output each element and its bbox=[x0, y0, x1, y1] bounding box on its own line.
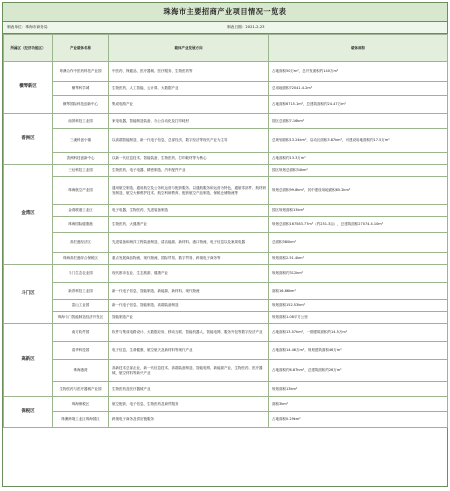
park-cell: 珠海港湾 bbox=[53, 360, 109, 382]
area-cell: 规划面积1.08平方公里 bbox=[269, 312, 448, 324]
park-cell: 金湾联港工业区 bbox=[53, 205, 109, 217]
table-row bbox=[4, 382, 448, 397]
park-cell: 三灶科技工业园 bbox=[53, 165, 109, 177]
industry-cell: 通用航空制造、通用航空及公务机运营与配套服务、以通航服务和运营为特色，通航零部件、航材研发制造、航空大修维护技术、航空科研教育、配套航空产品制造、保税仓储物流等 bbox=[109, 177, 269, 205]
area-cell: 占地面积13.57hm²，一期建筑面积约14.5万m² bbox=[269, 324, 448, 342]
park-cell: 南屏科技工业园 bbox=[53, 114, 109, 129]
industry-cell: 跨境电子商务及供应链服务 bbox=[109, 412, 269, 428]
table-row bbox=[4, 397, 448, 412]
table-row bbox=[4, 217, 448, 233]
area-cell: 园区总面积7.16km² bbox=[269, 114, 448, 129]
area-cell: 规划总面积99.8km²，其中建设用地面积65.2km² bbox=[269, 177, 448, 205]
industry-cell: 中医药、保健品、医疗器械、医疗服务、生物医药等 bbox=[109, 62, 269, 82]
area-cell: 占地面积50万m²，总开发面积约140万m² bbox=[269, 62, 448, 82]
header-industry: 载体产业发展方向 bbox=[109, 35, 269, 62]
industry-cell: 先进装备和海洋工程装备制造、清洁能源、新材料、港口物流、电子信息以及案周电器 bbox=[109, 233, 269, 253]
header-area: 载体面积 bbox=[269, 35, 448, 62]
park-cell: 横琴科学城 bbox=[53, 82, 109, 96]
area-cell: 占地面积约6.87hm²，总建筑面积约26万m² bbox=[269, 360, 448, 382]
area-cell: 总规划面积13.24km²，启动区面积3.87km²，可建设用地面积约17.5万m² bbox=[269, 129, 448, 153]
industry-cell: 电子电器、生物医药、先进装备制造 bbox=[109, 205, 269, 217]
meta-row bbox=[3, 22, 447, 34]
park-cell: 珠海国际健康港 bbox=[53, 217, 109, 233]
table-row bbox=[4, 129, 448, 153]
area-cell: 总面积380km² bbox=[269, 233, 448, 253]
industry-cell: 软件与集成电路设计、大数据应用、移动互联、智能机器人、智能电网、服务外包等数字经济产业 bbox=[109, 324, 269, 342]
table-row bbox=[4, 265, 448, 283]
industry-cell: 高新技术总部企业、新一代信息技术、高端装备制造、智能电网、新能源产业、生物医药、医疗器械、航空材料等新兴产业 bbox=[109, 360, 269, 382]
table-row bbox=[4, 62, 448, 82]
table-row bbox=[4, 205, 448, 217]
table-row bbox=[4, 360, 448, 382]
table-row bbox=[4, 283, 448, 300]
area-cell: 面积3km² bbox=[269, 397, 448, 412]
region-cell: 横琴新区 bbox=[4, 62, 53, 114]
industry-cell: 航空配套、电子信息、生物医药及商贸服务 bbox=[109, 397, 269, 412]
area-cell: 园区规划面积13km² bbox=[269, 205, 448, 217]
industry-cell: 生物医药及医疗器械产业 bbox=[109, 382, 269, 397]
industry-cell: 新一代电子信息、智能制造、高端装备制造 bbox=[109, 300, 269, 312]
park-cell: 珠澳跨境工业区珠海园区 bbox=[53, 412, 109, 428]
table-row bbox=[4, 253, 448, 265]
park-cell: 珠海斗门智能制造经济开发区 bbox=[53, 312, 109, 324]
table-row bbox=[4, 300, 448, 312]
industry-cell: 生物医药、电子电器、精密制造、汽车配件产业 bbox=[109, 165, 269, 177]
park-cell: 生物医药与医疗器械产业园 bbox=[53, 382, 109, 397]
area-cell: 规划面积152.53km² bbox=[269, 300, 448, 312]
park-cell: 斗门生态农业园 bbox=[53, 265, 109, 283]
industry-cell: 以新一代信息技术、智能装备、生物医药、打印耗材等为核心 bbox=[109, 153, 269, 165]
park-cell: 富山工业园 bbox=[53, 300, 109, 312]
industry-cell: 智能制造产业 bbox=[109, 312, 269, 324]
table-row bbox=[4, 165, 448, 177]
table-row bbox=[4, 324, 448, 342]
table-row bbox=[4, 153, 448, 165]
industry-cell: 电子信息、生命健康、航空航天及新材料等现代产业 bbox=[109, 342, 269, 360]
region-cell: 斗门区 bbox=[4, 265, 53, 324]
area-cell: 规划面积2.51.4km² bbox=[269, 253, 448, 265]
industry-cell: 家电电器、智能制造装备、办公自动化及打印耗材 bbox=[109, 114, 269, 129]
industry-cell: 现代都市农业、生态旅游、健康产业 bbox=[109, 265, 269, 283]
document-page bbox=[2, 2, 448, 487]
table-row bbox=[4, 412, 448, 428]
table-row bbox=[4, 96, 448, 114]
park-cell: 清华科技园 bbox=[53, 342, 109, 360]
region-cell: 高新区 bbox=[4, 324, 53, 397]
area-cell: 占地面积14.46万m²，规划建筑面积46万m² bbox=[269, 342, 448, 360]
table-row bbox=[4, 177, 448, 205]
header-row bbox=[4, 35, 448, 62]
park-cell: 香洲科技创新中心 bbox=[53, 153, 109, 165]
table-row bbox=[4, 233, 448, 253]
table-row bbox=[4, 312, 448, 324]
unit-label: 制表单位：珠海市商务局 bbox=[7, 25, 48, 29]
park-cell: 高栏港经济区 bbox=[53, 233, 109, 253]
park-cell: 珠海航空产业园 bbox=[53, 177, 109, 205]
region-cell: 保税区 bbox=[4, 397, 53, 428]
park-cell: 新青科技工业园 bbox=[53, 283, 109, 300]
area-cell: 规划面积约312km² bbox=[269, 265, 448, 283]
industry-cell: 新一代电子信息、智能制造、新能源、新材料、现代物流 bbox=[109, 283, 269, 300]
industry-cell: 生物医药、人工智能、云计算、大数据产业 bbox=[109, 82, 269, 96]
area-cell: 面积16.86km² bbox=[269, 283, 448, 300]
header-park: 产业载体名称 bbox=[53, 35, 109, 62]
industry-cell: 集成电路产业 bbox=[109, 96, 269, 114]
area-cell: 规划面积13km² bbox=[269, 382, 448, 397]
industry-cell: 重点发展商品物流、现代物流、国际贸易、数字贸易、跨境电子商务等 bbox=[109, 253, 269, 265]
region-cell: 金湾区 bbox=[4, 165, 53, 265]
park-cell: 珠海保税区 bbox=[53, 397, 109, 412]
projects-table bbox=[3, 34, 448, 428]
park-cell: 南方软件园 bbox=[53, 324, 109, 342]
table-body bbox=[4, 62, 448, 428]
table-row bbox=[4, 114, 448, 129]
industry-cell: 生物医药、大健康产业 bbox=[109, 217, 269, 233]
area-cell: 占地面积6715.1m²，总建筑面积约24.47万m² bbox=[269, 96, 448, 114]
park-cell: 珠海高栏港综合保税区 bbox=[53, 253, 109, 265]
date-label: 制表日期：2021-2-23 bbox=[227, 25, 265, 29]
header-region: 所属区（经济功能区） bbox=[4, 35, 53, 62]
area-cell: 占地面积0.29km² bbox=[269, 412, 448, 428]
park-cell: 粤澳合作中医药科技产业园 bbox=[53, 62, 109, 82]
area-cell: 园区规划总面积34km² bbox=[269, 165, 448, 177]
document-title: 珠海市主要招商产业项目情况一览表 bbox=[3, 3, 447, 22]
area-cell: 规划总面积167583.77m²（约251.3亩），总建筑面积27074.4.10m² bbox=[269, 217, 448, 233]
industry-cell: 以高端智能制造、新一代电子信息、总部经济、数字经济等现代产业为主导 bbox=[109, 129, 269, 153]
park-cell: 三溪科创小镇 bbox=[53, 129, 109, 153]
table-row bbox=[4, 82, 448, 96]
region-cell: 香洲区 bbox=[4, 114, 53, 165]
table-row bbox=[4, 342, 448, 360]
area-cell: 占地面积约13.3万m² bbox=[269, 153, 448, 165]
area-cell: 总用地面积72041.4.2m² bbox=[269, 82, 448, 96]
park-cell: 横琴国际科技创新中心 bbox=[53, 96, 109, 114]
